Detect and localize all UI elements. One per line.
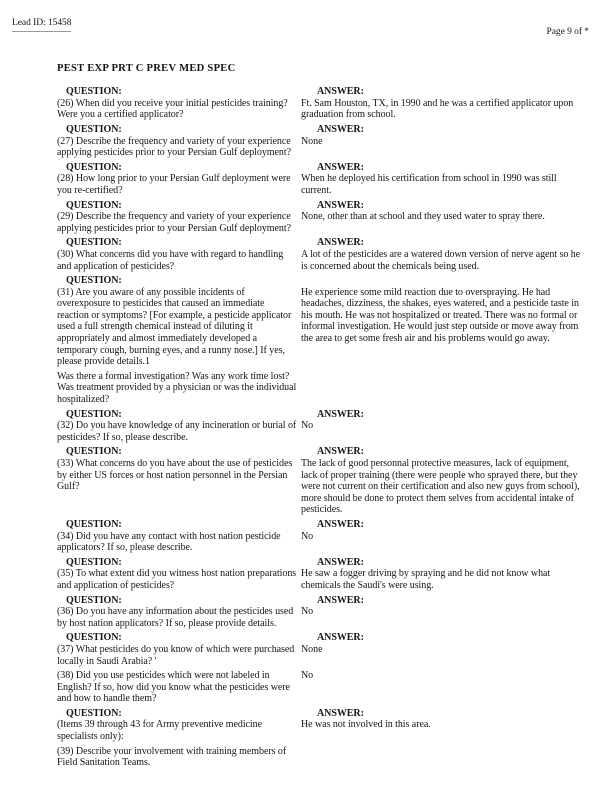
answer-text: None, other than at school and they used water to spray there. [301, 211, 545, 223]
question-text: (30) What concerns did you have with regard to handling and application of pesticides? [57, 248, 284, 272]
question-label: QUESTION: [66, 518, 122, 530]
question-label: QUESTION: [66, 161, 122, 173]
answer-text: When he deployed his certification from school in 1990 was still current. [301, 173, 557, 196]
document-title: PEST EXP PRT C PREV MED SPEC [57, 62, 236, 74]
question-text: (37) What pesticides do you know of which were purchased locally in Saudi Arabia? ' [57, 643, 295, 667]
question-text: (27) Describe the frequency and variety of your experience applying pesticides prior to your Persian Gulf deployment? [57, 135, 291, 159]
answer-label: ANSWER: [317, 556, 364, 568]
qa-row [57, 200, 587, 235]
answer-text: No [301, 670, 314, 682]
qa-row [57, 670, 587, 705]
question-column [57, 557, 301, 592]
question-text: (36) Do you have any information about the pesticides used by host nation applicators? If so, please provide details. [57, 606, 294, 629]
question-text-secondary: (39) Describe your involvement with training members of Field Sanitation Teams. [57, 745, 287, 769]
answer-label: ANSWER: [317, 86, 364, 98]
question-label: QUESTION: [66, 237, 122, 249]
question-column [57, 670, 301, 705]
question-text: (33) What concerns do you have about the use of pesticides by either US forces or host nation personnel in the Persian Gulf? [57, 458, 293, 493]
answer-column [301, 519, 587, 554]
question-label: QUESTION: [66, 86, 122, 98]
question-label: QUESTION: [66, 556, 122, 568]
answer-text: He experience some mild reaction due to overspraying. He had headaches, dizziness, the shakes, eyes watered, and a pesticide taste in his mouth. He was not hospitalized or treated. There was no formal or informal investigation. He would just step outside or move away from the area to get some fresh air and his problems would go away. [301, 286, 579, 345]
qa-row [57, 632, 587, 667]
answer-column [301, 237, 587, 272]
question-label: QUESTION: [66, 707, 122, 719]
question-text: (29) Describe the frequency and variety of your experience applying pesticides prior to your Persian Gulf deployment? [57, 211, 291, 234]
answer-column [301, 595, 587, 630]
question-text: (26) When did you receive your initial pesticides training? Were you a certified applicator? [57, 97, 288, 121]
answer-text: He saw a fogger driving by spraying and he did not know what chemicals the Saudi's were using. [301, 568, 551, 591]
answer-label: ANSWER: [317, 446, 364, 458]
answer-label: ANSWER: [317, 408, 364, 420]
page-header [0, 0, 611, 39]
answer-text: None [301, 643, 323, 655]
answer-text: No [301, 420, 314, 432]
question-label: QUESTION: [66, 199, 122, 211]
question-label: QUESTION: [66, 275, 122, 287]
answer-column [301, 86, 587, 121]
page-number: Page 9 of * [546, 27, 589, 37]
answer-column [301, 124, 587, 159]
answer-label: ANSWER: [317, 123, 364, 135]
answer-column [301, 670, 587, 705]
answer-column [301, 446, 587, 516]
answer-column [301, 708, 587, 769]
question-text: (Items 39 through 43 for Army preventive medicine specialists only): [57, 719, 262, 743]
question-column [57, 595, 301, 630]
answer-label: ANSWER: [317, 199, 364, 211]
question-text: (32) Do you have knowledge of any incineration or burial of pesticides? If so, please describe. [57, 420, 297, 443]
answer-column [301, 200, 587, 235]
qa-row [57, 86, 587, 121]
question-column [57, 519, 301, 554]
question-column [57, 275, 301, 406]
answer-column [301, 557, 587, 592]
answer-text: He was not involved in this area. [301, 719, 431, 731]
question-column [57, 446, 301, 516]
answer-label: ANSWER: [317, 237, 364, 249]
question-column [57, 162, 301, 197]
answer-text: None [301, 135, 323, 147]
lead-id: Lead ID: 15458 [12, 18, 71, 32]
answer-label: ANSWER: [317, 161, 364, 173]
question-column [57, 86, 301, 121]
qa-row [57, 162, 587, 197]
answer-column [301, 162, 587, 197]
question-text-secondary: Was there a formal investigation? Was any work time lost? Was treatment provided by a physician or was the individual hospitalized? [57, 370, 297, 406]
answer-text: A lot of the pesticides are a watered down version of nerve agent so he is concerned about the chemicals being used. [301, 248, 581, 272]
answer-label: ANSWER: [317, 707, 364, 719]
question-label: QUESTION: [66, 594, 122, 606]
answer-text: No [301, 606, 314, 618]
qa-row [57, 275, 587, 406]
qa-row [57, 446, 587, 516]
question-text: (28) How long prior to your Persian Gulf deployment were you re-certified? [57, 173, 291, 196]
question-text: (35) To what extent did you witness host nation preparations and application of pesticides? [57, 568, 297, 591]
question-label: QUESTION: [66, 632, 122, 644]
question-label: QUESTION: [66, 408, 122, 420]
answer-label: ANSWER: [317, 594, 364, 606]
question-column [57, 632, 301, 667]
qa-row [57, 124, 587, 159]
question-text: (31) Are you aware of any possible incidents of overexposure to pesticides that caused an immediate reaction or symptoms? [For example, a pesticide applicator used a full strength chemical instead of diluting it appropriately and almost immediately developed a temporary cough, burning eyes, and a runny nose.] If yes, please provide details.1 [57, 286, 292, 368]
answer-label: ANSWER: [317, 632, 364, 644]
qa-row [57, 595, 587, 630]
question-column [57, 708, 301, 769]
question-column [57, 409, 301, 444]
qa-row [57, 519, 587, 554]
question-label: QUESTION: [66, 123, 122, 135]
answer-text: The lack of good personnal protective measures, lack of equipment, lack of proper training (there were people who sprayed there, but they were not current on their certification and also new guys from school), more should be done to protect them selves from accidental intake of pesticides. [301, 458, 580, 516]
answer-column [301, 275, 587, 406]
question-text: (38) Did you use pesticides which were not labeled in English? If so, how did you know what the pesticides were and how to handle them? [57, 670, 290, 705]
qa-list [0, 86, 611, 769]
qa-row [57, 237, 587, 272]
answer-text: Ft. Sam Houston, TX, in 1990 and he was a certified applicator upon graduation from school. [301, 97, 574, 121]
question-column [57, 124, 301, 159]
answer-label: ANSWER: [317, 518, 364, 530]
question-column [57, 237, 301, 272]
answer-text: No [301, 530, 314, 542]
answer-label [301, 275, 587, 287]
question-text: (34) Did you have any contact with host nation pesticide applicators? If so, please describe. [57, 530, 281, 554]
qa-row [57, 708, 587, 769]
question-column [57, 200, 301, 235]
answer-column [301, 409, 587, 444]
qa-row [57, 409, 587, 444]
qa-row [57, 557, 587, 592]
answer-column [301, 632, 587, 667]
question-label: QUESTION: [66, 446, 122, 458]
